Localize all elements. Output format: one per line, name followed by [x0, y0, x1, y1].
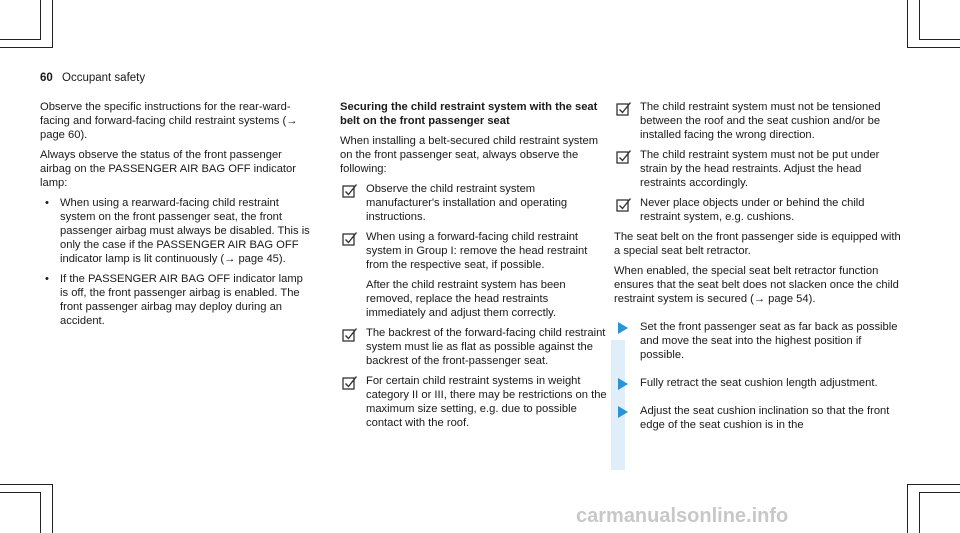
column-1	[40, 100, 310, 334]
column-2	[340, 100, 610, 436]
check-text: The backrest of the forward-facing child restraint system must lie as flat as possible against the backrest of the front-passenger seat.	[366, 327, 606, 367]
bullet-icon: •	[45, 273, 49, 285]
section-heading: Securing the child restraint system with the seat belt on the front passenger seat	[340, 101, 598, 127]
body-paragraph: When enabled, the special seat belt retractor function ensures that the seat belt does not slacken once the child restraint system is secured (→ page 54).	[614, 265, 899, 305]
action-text: Adjust the seat cushion inclination so that the front edge of the seat cushion is in the	[640, 405, 890, 431]
page-number: 60	[40, 72, 53, 84]
crop-mark	[919, 492, 920, 533]
action-arrow-icon	[618, 378, 628, 390]
check-item	[614, 196, 904, 224]
check-item	[340, 182, 610, 224]
check-text: The child restraint system must not be put under strain by the head restraints. Adjust the head restraints accordingly.	[640, 149, 880, 189]
section-title: Occupant safety	[62, 72, 146, 84]
check-text: For certain child restraint systems in weight category II or III, there may be restrictions on the maximum size setting, e.g. due to possible contact with the roof.	[366, 375, 607, 429]
checkbox-icon	[342, 375, 358, 391]
crop-mark	[0, 47, 52, 48]
check-item	[340, 326, 610, 368]
check-item	[340, 374, 610, 430]
action-text: Set the front passenger seat as far back as possible and move the seat into the highest position if possible.	[640, 321, 898, 361]
bullet-item	[40, 272, 310, 328]
crop-mark	[0, 39, 40, 40]
body-paragraph: The seat belt on the front passenger side is equipped with a special seat belt retractor.	[614, 231, 901, 257]
crop-mark	[52, 484, 53, 533]
crop-mark	[908, 47, 960, 48]
watermark[interactable]: carmanualsonline.info	[576, 505, 789, 527]
check-text: When using a forward-facing child restraint system in Group I: remove the head restraint from the respective seat, if possible.	[366, 231, 588, 271]
crop-mark	[907, 0, 908, 48]
status-paragraph: Always observe the status of the front passenger airbag on the PASSENGER AIR BAG OFF indicator lamp:	[40, 149, 296, 189]
action-arrow-icon	[618, 322, 628, 334]
column-3	[614, 100, 904, 446]
bullet-item	[40, 196, 310, 266]
bullet-text: When using a rearward-facing child restraint system on the front passenger seat, the front passenger airbag must always be disabled. This is only the case if the PASSENGER AIR BAG OFF indicator lamp is lit continuously (→ page 45).	[60, 197, 310, 265]
check-item	[340, 230, 610, 320]
action-text: Fully retract the seat cushion length adjustment.	[640, 377, 878, 389]
checkbox-icon	[616, 101, 632, 117]
bullet-text: If the PASSENGER AIR BAG OFF indicator lamp is off, the front passenger airbag is enabled. The front passenger airbag may deploy during an accident.	[60, 273, 303, 327]
intro-paragraph: When installing a belt-secured child restraint system on the front passenger seat, always observe the following:	[340, 135, 599, 175]
action-step	[614, 376, 904, 390]
checkbox-icon	[342, 231, 358, 247]
check-text: Never place objects under or behind the child restraint system, e.g. cushions.	[640, 197, 865, 223]
check-text: Observe the child restraint system manufacturer's installation and operating instructions.	[366, 183, 568, 223]
checkbox-icon	[616, 149, 632, 165]
crop-mark	[920, 39, 960, 40]
check-subtext: After the child restraint system has been removed, replace the head restraints immediately and adjust them correctly.	[366, 279, 566, 319]
crop-mark	[919, 0, 920, 40]
action-step	[614, 320, 904, 362]
crop-mark	[40, 492, 41, 533]
checkbox-icon	[342, 183, 358, 199]
crop-mark	[920, 492, 960, 493]
action-step	[614, 404, 904, 432]
crop-mark	[907, 484, 908, 533]
crop-mark	[0, 484, 52, 485]
crop-mark	[0, 492, 40, 493]
checkbox-icon	[342, 327, 358, 343]
bullet-icon: •	[45, 197, 49, 209]
intro-paragraph: Observe the specific instructions for the rear-ward-facing and forward-facing child restraint systems (→ page 60).	[40, 101, 298, 141]
page-header	[40, 71, 145, 85]
action-arrow-icon	[618, 406, 628, 418]
crop-mark	[52, 0, 53, 48]
check-text: The child restraint system must not be tensioned between the roof and the seat cushion and/or be installed facing the wrong direction.	[640, 101, 881, 141]
check-item	[614, 148, 904, 190]
crop-mark	[40, 0, 41, 40]
crop-mark	[908, 484, 960, 485]
check-item	[614, 100, 904, 142]
checkbox-icon	[616, 197, 632, 213]
